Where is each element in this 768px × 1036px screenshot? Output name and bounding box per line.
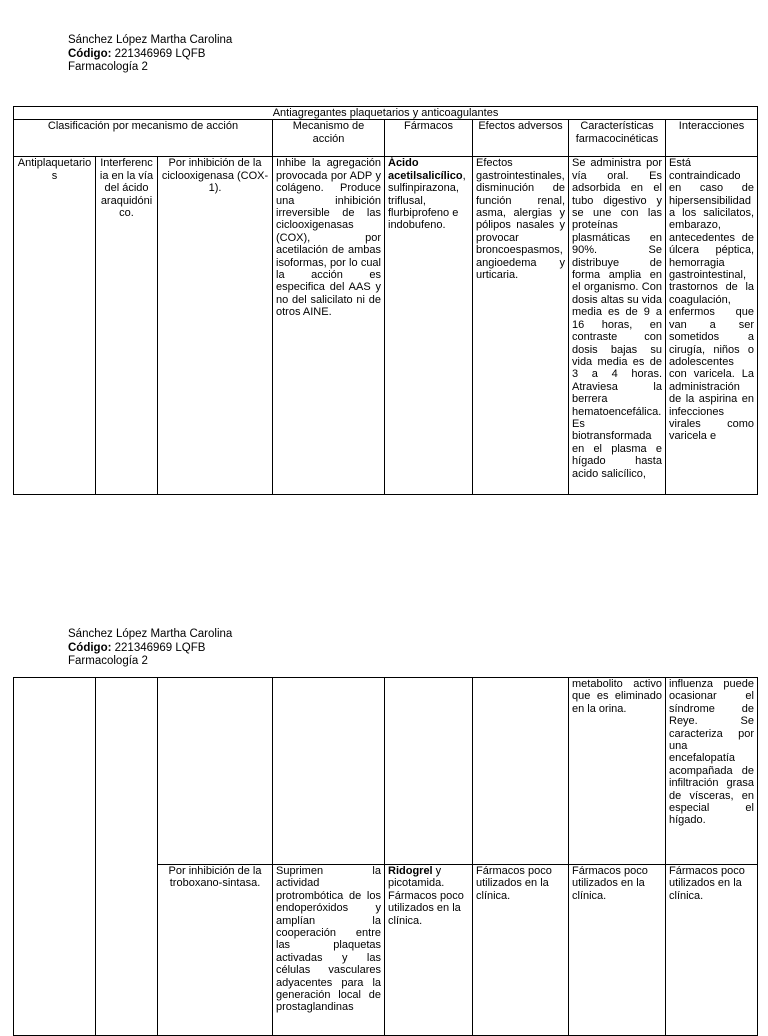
student-header	[68, 34, 232, 75]
course-name: Farmacología 2	[68, 655, 148, 667]
mechanism-cell	[273, 865, 385, 1036]
class-group-cell	[14, 157, 96, 495]
course-name: Farmacología 2	[68, 61, 148, 73]
interactions-text: Fármacos poco utilizados en la clínica.	[666, 865, 758, 1036]
col-header-classification: Clasificación por mecanismo de acción	[14, 120, 273, 157]
pk-text-continued: metabolito activo que es eliminado en la orina.	[569, 678, 666, 865]
student-code	[68, 48, 232, 62]
col-header-drugs: Fármacos	[385, 120, 473, 157]
empty-cell	[273, 678, 385, 865]
col-header-mechanism: Mecanismo de acción	[273, 120, 385, 157]
interactions-cell	[666, 157, 758, 495]
table-row	[14, 678, 758, 865]
mechanism-text: Inhibe la agregación provocada por ADP y colágeno. Produce una inhibición irreversible de las ciclooxigenasas (COX), por acetilación de ambas isoformas, por lo cual la acción es especifica del AAS y no del salicilato ni de otros AINE.	[273, 157, 385, 495]
class-group-empty	[14, 678, 96, 1036]
mechanism-text: Suprimen la actividad protrombótica de los endoperóxidos y amplían la cooperación entre las plaquetas activadas y las células vasculares adyacentes para la generación local de prostaglandinas	[276, 865, 381, 1014]
drug-highlight: Ridogrel	[388, 865, 433, 877]
col-header-interactions: Interacciones	[666, 120, 758, 157]
code-label: Código:	[68, 641, 112, 654]
class-mechanism: Por inhibición de la troboxano-sintasa.	[158, 865, 273, 1036]
drug-list: , sulfinpirazona, triflusal, flurbiprofeno e indobufeno.	[388, 169, 466, 232]
table-title: Antiagregantes plaquetarios y anticoagulantes	[14, 107, 758, 120]
adverse-text: Efectos gastrointestinales, disminución de función renal, asma, alergias y pólipos nasales y provocar broncoespasmos, angioedema y urticaria.	[473, 157, 569, 495]
class-group: Antiplaquetarios	[17, 157, 92, 182]
table-row	[14, 157, 758, 495]
col-header-pk: Características farmacocinéticas	[569, 120, 666, 157]
empty-cell	[158, 678, 273, 865]
pk-text: Fármacos poco utilizados en la clínica.	[569, 865, 666, 1036]
class-subgroup-empty	[96, 678, 158, 1036]
interactions-text-continued: influenza puede ocasionar el síndrome de Reye. Se caracteriza por una encefalopatía acompañada de infiltración grasa de vísceras, en especial el hígado.	[666, 678, 758, 865]
interactions-text: Está contraindicado en caso de hipersensibilidad a los salicilatos, embarazo, antecedentes de úlcera péptica, hemorragia gastrointestinal, trastornos de la coagulación, enfermos que van a ser sometidos a cirugía, niños o adolescentes con varicela. La administración de la aspirina en infecciones virales como varicela e	[669, 157, 755, 443]
pk-text: Se administra por vía oral. Es adsorbida en el tubo digestivo y se une con las proteínas plasmáticas en 90%. Se distribuye de forma amplia en el organismo. Con dosis altas su vida media es de 9 a 16 horas, en contraste con dosis bajas su vida media es de 3 a 4 horas. Atraviesa la berrera hematoencefálica. Es biotransformada en el plasma e hígado hasta acido salicílico,	[572, 157, 662, 480]
drug-table-continued	[13, 677, 758, 1036]
drug-highlight: Ácido acetilsalicílico	[388, 157, 463, 182]
col-header-adverse: Efectos adversos	[473, 120, 569, 157]
code-value: 221346969 LQFB	[111, 641, 206, 654]
empty-cell	[385, 678, 473, 865]
drugs-cell	[385, 157, 473, 495]
student-code	[68, 642, 232, 656]
student-name: Sánchez López Martha Carolina	[68, 34, 233, 46]
code-value: 221346969 LQFB	[111, 47, 206, 60]
student-header-page2	[68, 628, 232, 669]
adverse-text: Fármacos poco utilizados en la clínica.	[473, 865, 569, 1036]
class-subgroup: Interferencia en la vía del ácido araquidónico.	[96, 157, 158, 495]
empty-cell	[473, 678, 569, 865]
student-name: Sánchez López Martha Carolina	[68, 628, 233, 640]
drugs-cell	[385, 865, 473, 1036]
pk-cell	[569, 157, 666, 495]
drug-list: y picotamida. Fármacos poco utilizados en la clínica.	[388, 865, 464, 927]
code-label: Código:	[68, 47, 112, 60]
class-mechanism: Por inhibición de la ciclooxigenasa (COX-1).	[158, 157, 273, 495]
drug-table	[13, 106, 758, 495]
